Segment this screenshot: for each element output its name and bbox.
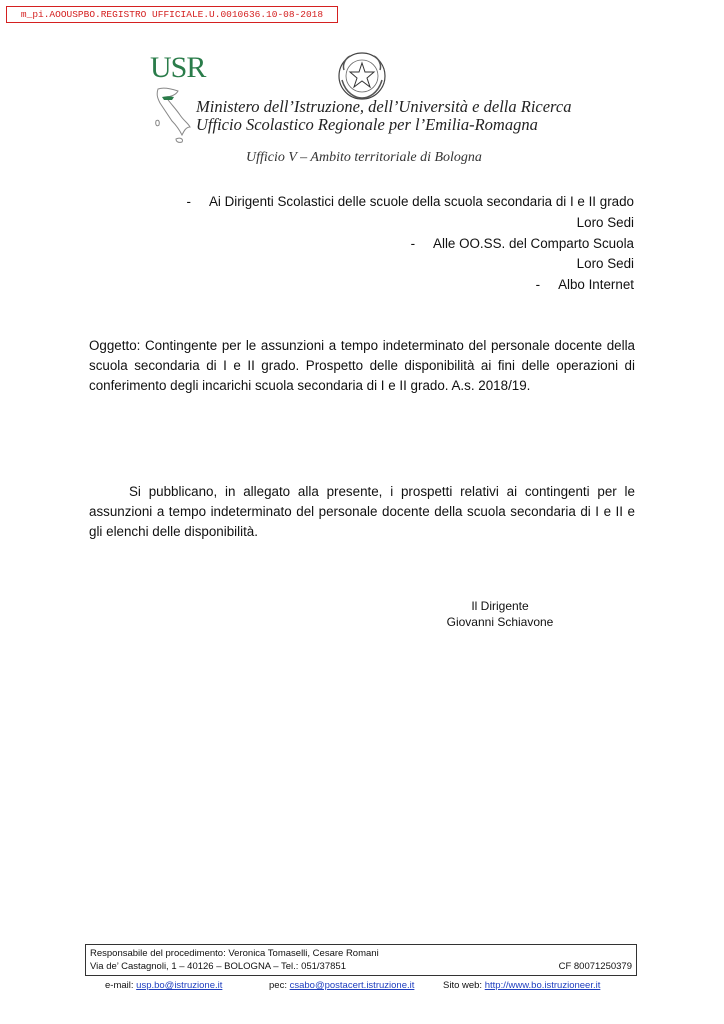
addressee-line — [577, 256, 634, 271]
republic-emblem-icon — [336, 50, 388, 102]
ministry-header — [196, 98, 571, 134]
footer-responsabile: Responsabile del procedimento: Veronica Tomaselli, Cesare Romani — [90, 948, 379, 959]
addressee-text: Ai Dirigenti Scolastici delle scuole della scuola secondaria di I e II grado — [208, 194, 634, 209]
pec-link[interactable]: csabo@postacert.istruzione.it — [289, 980, 415, 991]
body-paragraph: Si pubblicano, in allegato alla presente, i prospetti relativi ai contingenti per le assunzioni a tempo indeterminato del personale docente della scuola secondaria di I e II e gli elenchi delle disponibilità. — [89, 484, 635, 539]
email-link[interactable]: usp.bo@istruzione.it — [136, 980, 223, 991]
addressee-line — [577, 215, 634, 230]
territorial-office-name: Ufficio V – Ambito territoriale di Bologna — [246, 150, 482, 165]
protocol-stamp: m_pi.AOOUSPBO.REGISTRO UFFICIALE.U.0010636.10-08-2018 — [6, 6, 338, 23]
email-label: e-mail: — [105, 980, 134, 991]
footer-box — [85, 944, 637, 976]
addressee-text: Albo Internet — [558, 277, 634, 292]
signature-block — [400, 598, 600, 630]
addressee-dash: - — [186, 194, 191, 209]
addressee-text: Loro Sedi — [576, 256, 634, 271]
subject-paragraph: Oggetto: Contingente per le assunzioni a tempo indeterminato del personale docente della scuola secondaria di I e II grado. Prospetto delle disponibilità ai fini delle operazioni di conferimento degli incarichi scuola secondaria di I e II grado. A.s. 2018/19. — [89, 338, 635, 393]
regional-office-name: Ufficio Scolastico Regionale per l’Emilia-Romagna — [196, 115, 538, 134]
website-link[interactable]: http://www.bo.istruzioneer.it — [484, 980, 601, 991]
usr-logo — [150, 53, 205, 83]
signature-name: Giovanni Schiavone — [446, 615, 554, 629]
addressee-line — [187, 194, 634, 209]
italy-map-icon — [152, 85, 192, 145]
signature-role: Il Dirigente — [471, 599, 529, 613]
addressee-dash: - — [535, 277, 541, 292]
ministry-name: Ministero dell’Istruzione, dell’Università e della Ricerca — [196, 97, 572, 116]
usr-logo-text: USR — [150, 51, 206, 84]
footer-address: Via de’ Castagnoli, 1 – 40126 – BOLOGNA – Tel.: 051/37851 — [90, 961, 346, 972]
addressee-line — [536, 277, 634, 292]
website-label: Sito web: — [443, 980, 483, 991]
footer-cf: CF 80071250379 — [558, 961, 632, 972]
addressee-line — [411, 236, 634, 251]
addressee-dash: - — [410, 236, 416, 251]
addressee-text: Loro Sedi — [576, 215, 634, 230]
addressee-text: Alle OO.SS. del Comparto Scuola — [433, 236, 634, 251]
pec-label: pec: — [269, 980, 287, 991]
